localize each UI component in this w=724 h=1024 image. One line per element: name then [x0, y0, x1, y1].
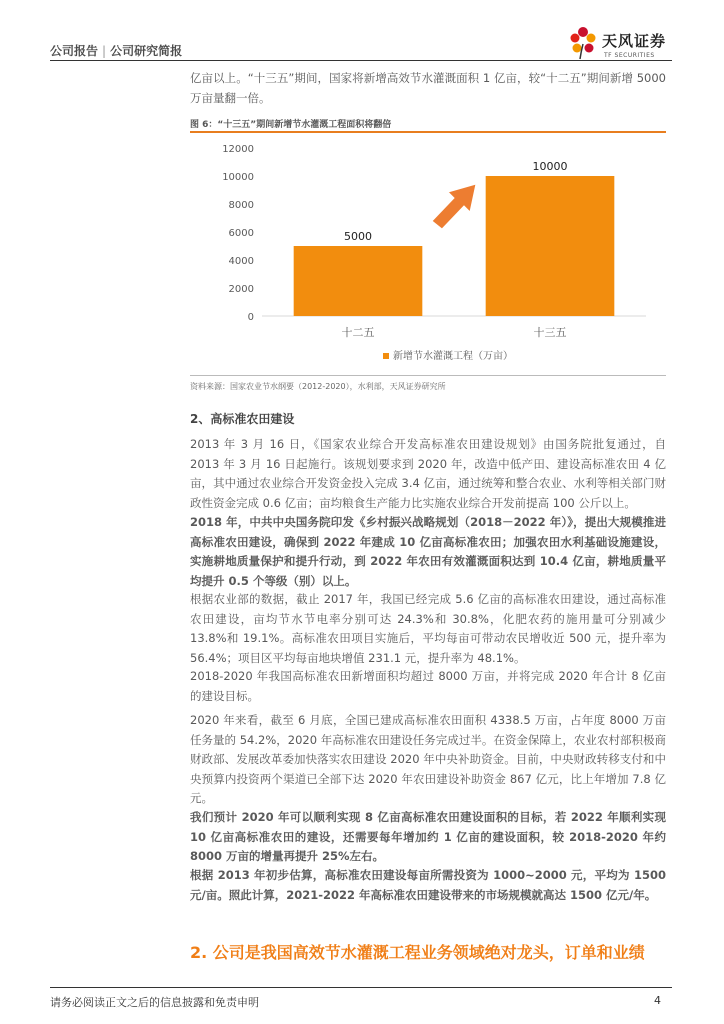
footer-disclaimer: 请务必阅读正文之后的信息披露和免责申明 — [50, 996, 259, 1009]
report-category: 公司报告 — [50, 44, 99, 58]
y-tick-label: 8000 — [228, 200, 254, 211]
figure-top-rule — [190, 131, 666, 133]
section-heading: 2. 公司是我国高效节水灌溉工程业务领域绝对龙头，订单和业绩 — [190, 943, 645, 962]
figure-bottom-rule — [190, 375, 666, 376]
bar — [294, 246, 423, 316]
legend-label: 新增节水灌溉工程（万亩） — [393, 351, 513, 362]
logo-text-en: TF SECURITIES — [604, 52, 655, 59]
y-axis-ticks — [222, 144, 254, 323]
logo-flower-icon — [566, 24, 600, 60]
logo-text-cn: 天风证券 — [602, 32, 667, 50]
page-header — [0, 0, 724, 70]
x-axis-labels — [342, 325, 567, 339]
bar-chart — [190, 134, 666, 374]
y-tick-label: 2000 — [228, 284, 254, 295]
paragraph-ministry-data: 根据农业部的数据，截止 2017 年，我国已经完成 5.6 亿亩的高标准农田建设，通过高标准农田建设，亩均节水节电率分别可达 24.3%和 30.8%，化肥农药的施用量可分别减少 13.8%和 19.1%。高标准农田项目实施后，平均每亩可带动农民增收近 500 元，提升率为 56.4%；项目区平均每亩地块增值 231.1 元，提升率为 48.1%。 — [190, 592, 666, 665]
report-subcategory: 公司研究简报 — [110, 44, 183, 58]
paragraph-market-size: 根据 2013 年初步估算，高标准农田建设每亩所需投资为 1000~2000 元，平均为 1500 元/亩。照此计算，2021-2022 年高标准农田建设带来的市场规模就高达 1500 亿元/年。 — [190, 868, 666, 902]
footer-rule — [50, 987, 672, 988]
paragraph-2020-progress: 2020 年来看，截至 6 月底，全国已建成高标准农田面积 4338.5 万亩，占年度 8000 万亩任务量的 54.2%，2020 年高标准农田建设任务完成过半。在资金保障上，农业农村部积极商财政部、发展改革委加快落实农田建设 2020 年中央补助资金。目前，中央财政转移支付和中央预算内投资两个渠道已全部下达 2020 年农田建设补助资金 867 亿元，比上年增加 7.8 亿元。 — [190, 713, 666, 805]
header-rule — [50, 60, 672, 61]
bar-series — [294, 160, 615, 316]
figure-title: 图 6：“十三五”期间新增节水灌溉工程面积将翻倍 — [190, 120, 392, 130]
y-tick-label: 0 — [247, 312, 254, 323]
y-tick-label: 12000 — [222, 144, 254, 155]
header-separator: | — [102, 44, 107, 58]
growth-arrow-icon — [432, 184, 476, 229]
figure-source: 资料来源：国家农业节水纲要（2012-2020），水利部，天风证券研究所 — [190, 382, 446, 391]
legend-swatch — [383, 353, 389, 359]
y-tick-label: 4000 — [228, 256, 254, 267]
paragraph-intro: 亿亩以上。“十三五”期间，国家将新增高效节水灌溉面积 1 亿亩，较“十二五”期间新增 5000 万亩量翻一倍。 — [190, 71, 666, 105]
paragraph-2013-plan: 2013 年 3 月 16 日，《国家农业综合开发高标准农田建设规划》由国务院批复通过，自 2013 年 3 月 16 日起施行。该规划要求到 2020 年，改造中低产田、建设高标准农田 4 亿亩，其中通过农业综合开发资金投入完成 3.4 亿亩，通过统筹和整合农业、水利等相关部门财政性资金完成 0.6 亿亩；亩均粮食生产能力比实施农业综合开发前提高 100 公斤以上。 — [190, 437, 666, 510]
subsection-heading: 2、高标准农田建设 — [190, 412, 295, 426]
paragraph-forecast: 我们预计 2020 年可以顺利实现 8 亿亩高标准农田建设面积的目标，若 2022 年顺利实现 10 亿亩高标准农田的建设，还需要每年增加约 1 亿亩的建设面积，较 2018-2020 年约 8000 万亩的增量再提升 25%左右。 — [190, 810, 666, 863]
report-type — [50, 42, 182, 59]
y-tick-label: 10000 — [222, 172, 254, 183]
data-label: 5000 — [344, 230, 372, 243]
bar — [486, 176, 615, 316]
company-logo — [566, 24, 676, 60]
x-tick-label: 十二五 — [341, 326, 375, 339]
paragraph-2018-2020: 2018-2020 年我国高标准农田新增面积均超过 8000 万亩，并将完成 2020 年合计 8 亿亩的建设目标。 — [190, 669, 666, 703]
y-tick-label: 6000 — [228, 228, 254, 239]
paragraph-2018-plan: 2018 年，中共中央国务院印发《乡村振兴战略规划（2018－2022 年）》，提出大规模推进高标准农田建设，确保到 2022 年建成 10 亿亩高标准农田；加强农田水利基础设施建设，实施耕地质量保护和提升行动，到 2022 年农田有效灌溉面积达到 10.4 亿亩，耕地质量平均提升 0.5 个等级（别）以上。 — [190, 515, 666, 588]
data-label: 10000 — [532, 160, 568, 173]
x-tick-label: 十三五 — [533, 326, 567, 339]
page-number: 4 — [654, 994, 661, 1007]
